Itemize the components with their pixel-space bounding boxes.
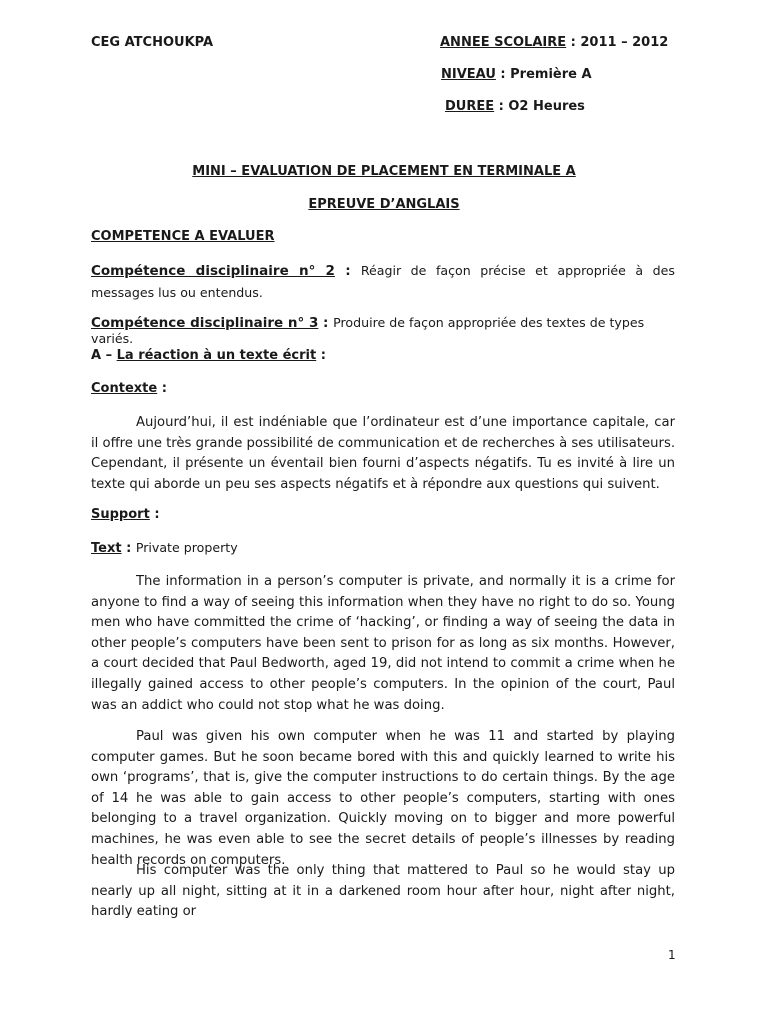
- section-a-title: La réaction à un texte écrit: [116, 348, 317, 363]
- text-title-label: Text: [91, 541, 122, 556]
- support-suffix: :: [149, 507, 160, 522]
- contexte-label: Contexte: [91, 381, 158, 396]
- passage-paragraph-3: [91, 861, 675, 923]
- section-a-prefix: A –: [91, 348, 117, 363]
- passage-text-3: His computer was the only thing that mattered to Paul so he would stay up nearly up all night, sitting at it in a darkened room hour after hour, night after night, hardly eating or: [91, 863, 675, 920]
- passage-text-2: Paul was given his own computer when he was 11 and started by playing computer games. But he soon became bored with this and quickly learned to write his own ‘programs’, that is, give the computer instructions to do certain things. By the age of 14 he was able to gain access to other people’s computers, starting with ones belonging to a travel organization. Quickly moving on to bigger and more powerful machines, he was even able to see the secret details of people’s illnesses by reading health records on computers.: [91, 729, 675, 868]
- class-level: [441, 67, 592, 82]
- passage-text-1: The information in a person’s computer is private, and normally it is a crime for anyone to find a way of seeing this information when they have no right to do so. Young men who have committed the crime of ‘hacking’, or finding a way of seeing the data in other people’s computers have been sent to prison for as long as six months. However, a court decided that Paul Bedworth, aged 19, did not intend to commit a crime when he illegally gained access to other people’s computers. In the opinion of the court, Paul was an addict who could not stop what he was doing.: [91, 574, 675, 713]
- school-year-label: ANNEE SCOLAIRE: [440, 35, 567, 50]
- section-a-heading: [91, 348, 326, 363]
- support-label: Support: [91, 507, 150, 522]
- text-title: [91, 540, 238, 556]
- competence-3-text: Produire de façon appropriée des textes de types variés.: [91, 315, 645, 346]
- competence-3: [91, 315, 675, 347]
- support-heading: [91, 507, 160, 522]
- school-name: CEG ATCHOUKPA: [91, 35, 214, 50]
- contexte-suffix: :: [157, 381, 167, 396]
- section-a-suffix: :: [316, 348, 326, 363]
- competence-2-label: Compétence disciplinaire n° 2: [91, 263, 335, 279]
- class-level-value: : Première A: [495, 67, 592, 82]
- page-number: 1: [668, 948, 676, 962]
- text-title-value: Private property: [135, 540, 238, 555]
- exam-title: MINI – EVALUATION DE PLACEMENT EN TERMINALE A: [192, 164, 576, 179]
- class-level-label: NIVEAU: [441, 67, 496, 82]
- passage-paragraph-2: [91, 727, 675, 871]
- text-title-sep: :: [121, 541, 136, 556]
- exam-duration-value: : O2 Heures: [494, 99, 585, 114]
- competence-3-sep: :: [318, 315, 334, 331]
- competence-3-label: Compétence disciplinaire n° 3: [91, 315, 319, 331]
- exam-duration-label: DUREE: [445, 99, 495, 114]
- school-year: [440, 35, 668, 50]
- competence-heading: COMPETENCE A EVALUER: [91, 229, 275, 244]
- contexte-paragraph: [91, 413, 675, 495]
- school-year-value: : 2011 – 2012: [566, 35, 669, 50]
- competence-2-sep: :: [334, 263, 361, 279]
- exam-subtitle: EPREUVE D’ANGLAIS: [308, 197, 460, 212]
- competence-2-text: Réagir de façon précise et appropriée à des messages lus ou entendus.: [91, 263, 675, 300]
- competence-2: [91, 261, 675, 304]
- contexte-heading: [91, 381, 167, 396]
- exam-duration: [445, 99, 585, 114]
- contexte-text: Aujourd’hui, il est indéniable que l’ordinateur est d’une importance capitale, car il offre une très grande possibilité de communication et de recherches à ses utilisateurs. Cependant, il présente un éventail bien fourni d’aspects négatifs. Tu es invité à lire un texte qui aborde un peu ses aspects négatifs et à répondre aux questions qui suivent.: [91, 415, 676, 492]
- passage-paragraph-1: [91, 572, 675, 716]
